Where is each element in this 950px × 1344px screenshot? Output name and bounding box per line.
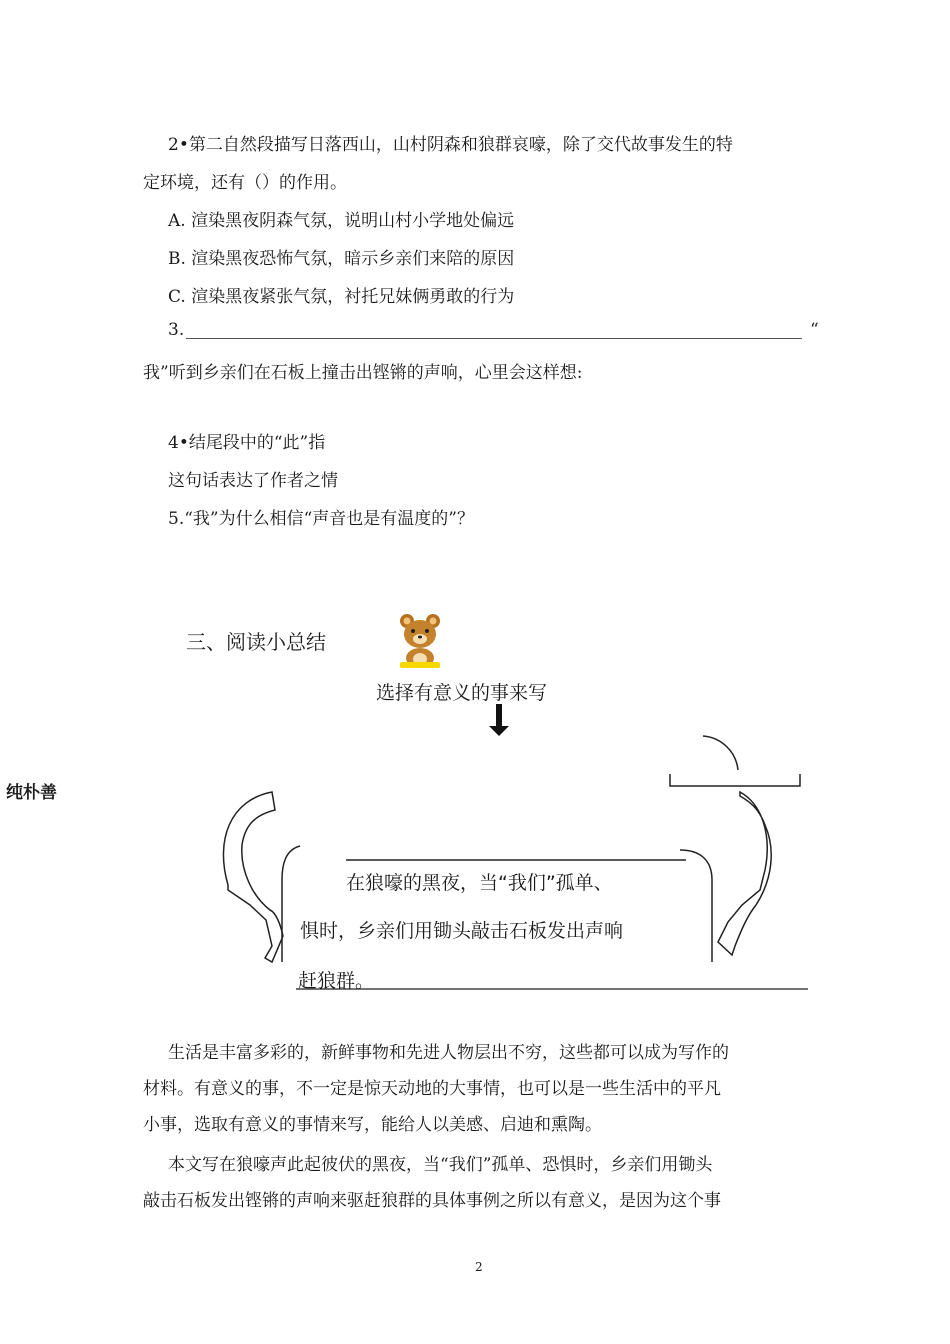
down-arrow-shaft	[496, 704, 502, 726]
question-3-line-2: 我”听到乡亲们在石板上撞击出铿锵的声响，心里会这样想:	[143, 363, 583, 383]
summary-top-box: 选择有意义的事来写	[376, 682, 548, 704]
question-3-answer-blank[interactable]	[186, 338, 802, 339]
option-b: B. 渲染黑夜恐怖气氛，暗示乡亲们来陪的原因	[168, 249, 515, 269]
right-brace	[670, 774, 800, 786]
question-5: 5.“我”为什么相信“声音也是有温度的”？	[168, 509, 474, 529]
question-3-number: 3.	[168, 320, 185, 340]
center-text-line-3: 赶狼群。	[298, 970, 375, 992]
paragraph-2-line-2: 敲击石板发出铿锵的声响来驱赶狼群的具体事例之所以有意义，是因为这个事	[143, 1191, 721, 1211]
right-partial-circle	[703, 736, 738, 770]
summary-diagram	[0, 700, 950, 1000]
down-arrow-head	[489, 726, 509, 736]
left-inner-curve	[282, 846, 300, 962]
center-text-line-1: 在狼嚎的黑夜，当“我们”孤单、	[346, 872, 613, 894]
paragraph-1-line-3: 小事，选取有意义的事情来写，能给人以美感、启迪和熏陶。	[143, 1115, 602, 1135]
section-heading: 三、阅读小总结	[186, 630, 326, 654]
option-a: A. 渲染黑夜阴森气氛，说明山村小学地处偏远	[168, 211, 515, 231]
question-4-line-2: 这句话表达了作者之情	[168, 471, 338, 491]
page-number: 2	[475, 1260, 483, 1274]
paragraph-1-line-1: 生活是丰富多彩的，新鲜事物和先进人物层出不穷，这些都可以成为写作的	[168, 1043, 729, 1063]
paragraph-2-line-1: 本文写在狼嚎声此起彼伏的黑夜，当“我们”孤单、恐惧时，乡亲们用锄头	[168, 1155, 713, 1175]
left-curved-arrow	[223, 792, 283, 962]
question-3-quote-open: “	[810, 320, 819, 340]
option-c: C. 渲染黑夜紧张气氛，衬托兄妹俩勇敢的行为	[168, 287, 515, 307]
teddy-bear-icon	[396, 612, 444, 668]
question-4-line-1: 4•结尾段中的“此”指	[168, 433, 326, 453]
paragraph-1-line-2: 材料。有意义的事，不一定是惊天动地的大事情，也可以是一些生活中的平凡	[143, 1079, 721, 1099]
right-inner-curve	[680, 850, 712, 962]
right-curved-arrow	[718, 792, 771, 955]
left-label: 纯朴善	[6, 783, 57, 803]
question-2-line-2: 定环境，还有（）的作用。	[143, 173, 347, 193]
center-text-line-2: 惧时，乡亲们用锄头敲击石板发出声响	[300, 920, 624, 942]
question-2-line-1: 2•第二自然段描写日落西山，山村阴森和狼群哀嚎，除了交代故事发生的特	[168, 135, 733, 155]
